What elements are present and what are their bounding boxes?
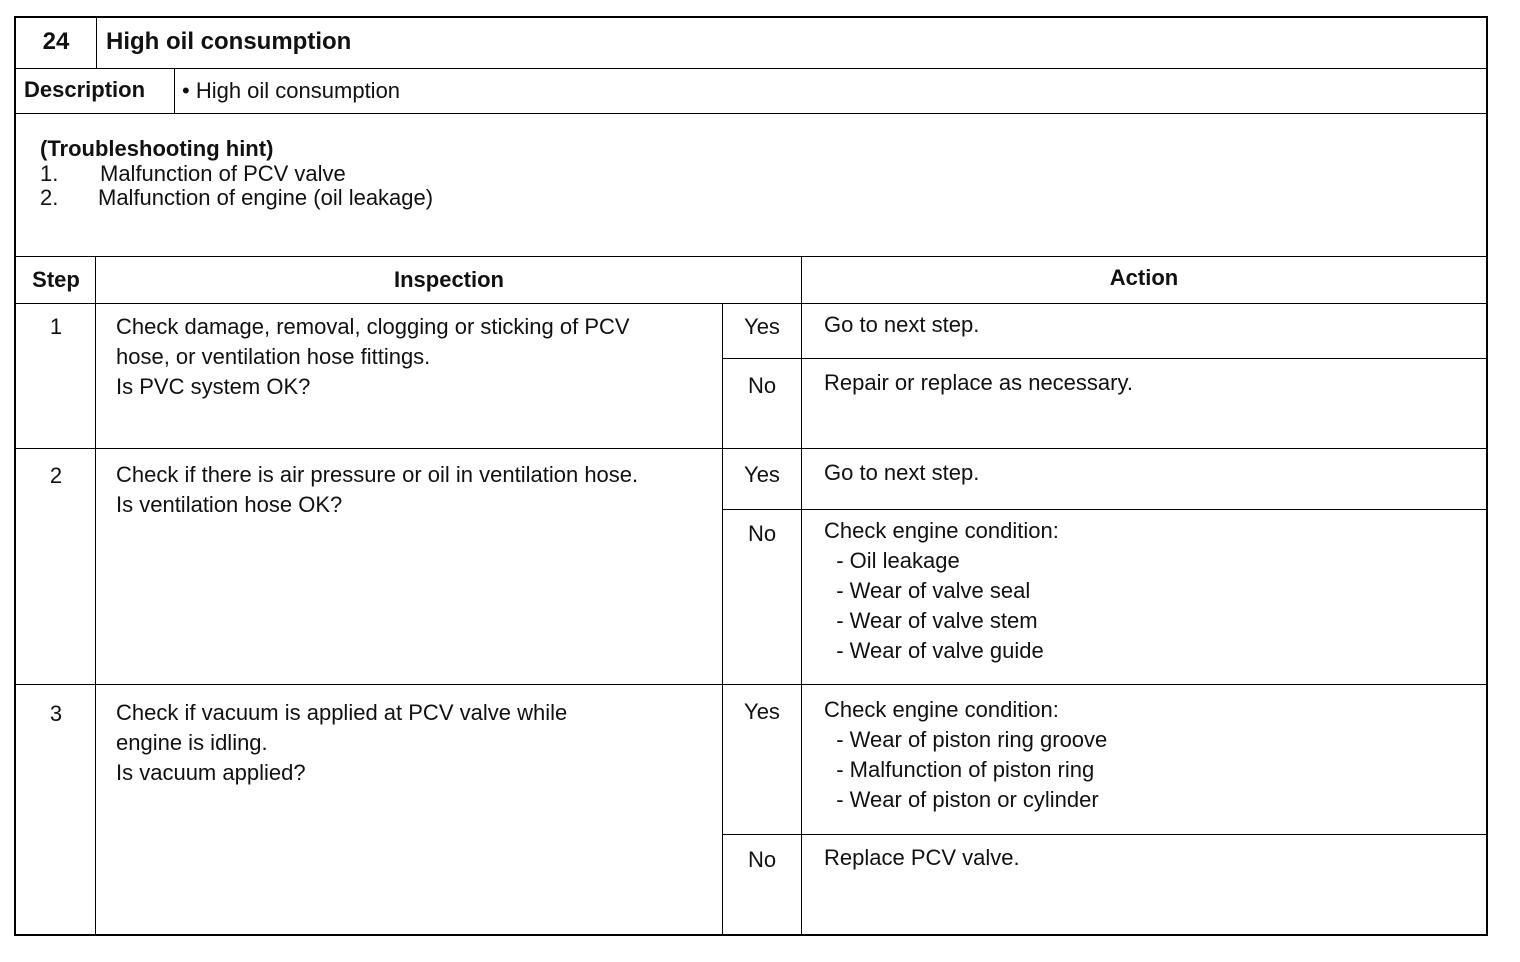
rule-hint [16, 256, 1486, 257]
inspection-line: hose, or ventilation hose fittings. [116, 344, 431, 369]
step-inspection [116, 460, 638, 520]
column-header-step: Step [32, 267, 80, 292]
yes-label: Yes [744, 462, 780, 487]
step-inspection [116, 312, 630, 402]
rule-action-col [801, 256, 802, 934]
yes-label: Yes [744, 314, 780, 339]
rule-step2-split [722, 509, 1486, 510]
rule-header [16, 68, 1486, 69]
action-line: - Malfunction of piston ring [824, 757, 1095, 782]
inspection-line: Check damage, removal, clogging or sticking of PCV [116, 314, 630, 339]
rule-description [16, 113, 1486, 114]
yes-action: Go to next step. [824, 460, 980, 485]
inspection-line: Check if vacuum is applied at PCV valve while [116, 700, 568, 725]
hint-item-text: Malfunction of engine (oil leakage) [98, 185, 434, 210]
hint-title: (Troubleshooting hint) [40, 136, 274, 161]
yes-action [824, 695, 1107, 815]
no-action [824, 516, 1059, 666]
action-line: - Wear of piston ring groove [824, 727, 1108, 752]
rule-columns [16, 303, 1486, 304]
column-header-inspection: Inspection [393, 267, 504, 292]
no-label: No [747, 847, 777, 872]
inspection-line: engine is idling. [116, 730, 268, 755]
rule-step3-split [722, 834, 1486, 835]
step-number: 1 [49, 314, 63, 339]
action-line: Check engine condition: [824, 518, 1059, 543]
rule-description-divider [174, 68, 175, 113]
step-inspection [116, 698, 567, 788]
inspection-line: Is vacuum applied? [116, 760, 306, 785]
yes-action: Go to next step. [824, 312, 980, 337]
column-header-action: Action [1109, 265, 1179, 290]
step-number: 2 [49, 463, 63, 488]
rule-number-divider [96, 18, 97, 68]
rule-step1-end [16, 448, 1486, 449]
no-action: Repair or replace as necessary. [824, 370, 1133, 395]
description-label: Description [24, 77, 146, 102]
hint-item-text: Malfunction of PCV valve [100, 161, 346, 186]
description-text: • High oil consumption [182, 78, 401, 103]
section-title: High oil consumption [106, 28, 352, 55]
hint-item-number: 2. [40, 185, 59, 210]
action-line: - Wear of piston or cylinder [824, 787, 1099, 812]
no-label: No [747, 521, 777, 546]
troubleshooting-sheet [14, 16, 1488, 936]
no-label: No [747, 373, 777, 398]
rule-step2-end [16, 684, 1486, 685]
action-line: - Wear of valve guide [824, 638, 1044, 663]
action-line: - Oil leakage [824, 548, 960, 573]
section-number: 24 [42, 28, 70, 55]
step-number: 3 [49, 701, 63, 726]
inspection-line: Is PVC system OK? [116, 374, 311, 399]
no-action: Replace PCV valve. [824, 845, 1020, 870]
rule-step1-split [722, 358, 1486, 359]
action-line: Check engine condition: [824, 697, 1059, 722]
yes-label: Yes [744, 699, 780, 724]
action-line: - Wear of valve seal [824, 578, 1031, 603]
inspection-line: Check if there is air pressure or oil in ventilation hose. [116, 462, 639, 487]
rule-step-col [95, 256, 96, 934]
inspection-line: Is ventilation hose OK? [116, 492, 343, 517]
hint-item-number: 1. [40, 161, 59, 186]
action-line: - Wear of valve stem [824, 608, 1038, 633]
